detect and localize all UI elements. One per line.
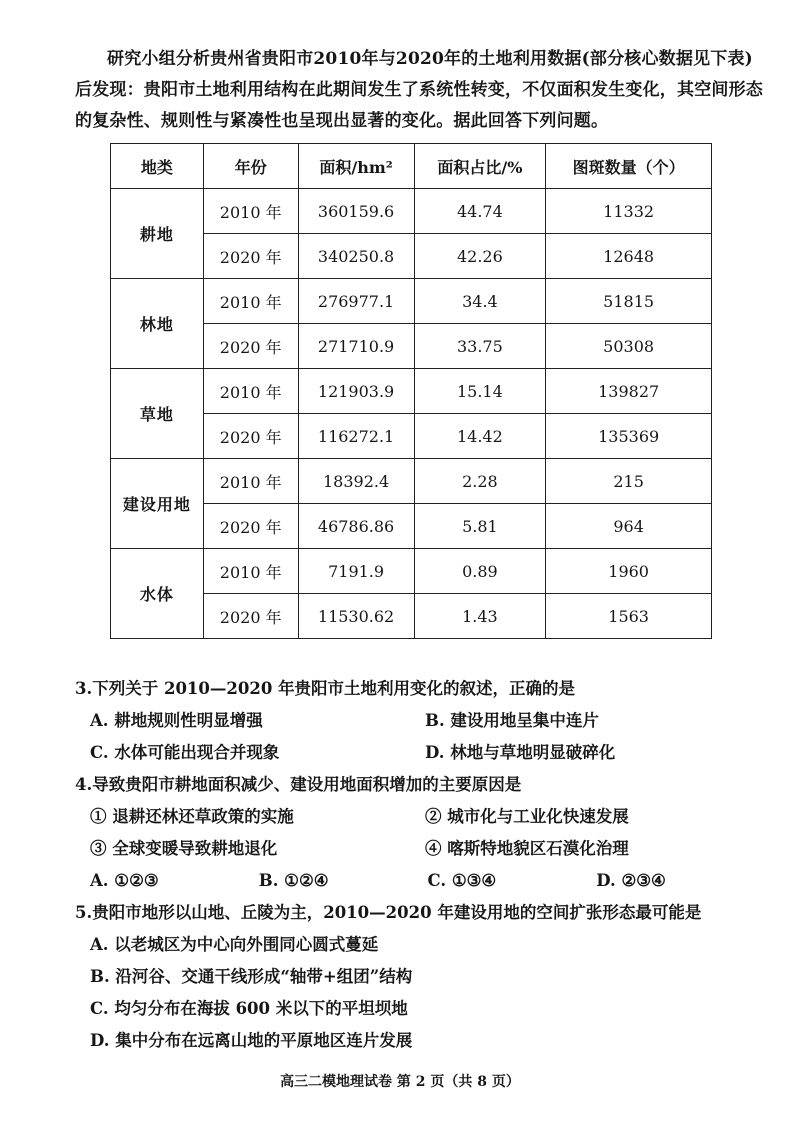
- category-cell: 水体: [111, 549, 204, 639]
- header-area: 面积/hm²: [298, 144, 414, 189]
- table-row: [111, 279, 712, 324]
- question-stem: 4.导致贵阳市耕地面积减少、建设用地面积增加的主要原因是: [75, 775, 522, 794]
- ratio-cell: 44.74: [414, 189, 546, 234]
- header-patch-count: 图斑数量（个）: [546, 144, 712, 189]
- option-c: C. 水体可能出现合并现象: [90, 743, 280, 762]
- count-cell: 964: [546, 504, 712, 549]
- page-footer: 高三二模地理试卷 第 2 页（共 8 页）: [280, 1074, 520, 1090]
- count-cell: 1563: [546, 594, 712, 639]
- count-cell: 51815: [546, 279, 712, 324]
- ratio-cell: 14.42: [414, 414, 546, 459]
- count-cell: 11332: [546, 189, 712, 234]
- year-cell: 2010 年: [203, 549, 298, 594]
- year-cell: 2010 年: [203, 189, 298, 234]
- year-cell: 2020 年: [203, 234, 298, 279]
- table-header-row: [111, 144, 712, 189]
- area-cell: 360159.6: [298, 189, 414, 234]
- area-cell: 116272.1: [298, 414, 414, 459]
- header-land-type: 地类: [111, 144, 204, 189]
- option-d: D. ②③④: [596, 871, 666, 890]
- year-cell: 2020 年: [203, 324, 298, 369]
- intro-text: 研究小组分析贵州省贵阳市2010年与2020年的土地利用数据(部分核心数据见下表)后发现：贵阳市土地利用结构在此期间发生了系统性转变，不仅面积发生变化，其空间形态的复杂性、规则性与紧凑性也呈现出显著的变化。据此回答下列问题。: [75, 49, 763, 131]
- option-a: A. 以老城区为中心向外围同心圆式蔓延: [90, 935, 379, 954]
- table-row: [111, 549, 712, 594]
- ratio-cell: 15.14: [414, 369, 546, 414]
- intro-passage: [75, 44, 765, 137]
- year-cell: 2020 年: [203, 504, 298, 549]
- land-use-table: [110, 143, 712, 639]
- area-cell: 7191.9: [298, 549, 414, 594]
- option-c: C. 均匀分布在海拔 600 米以下的平坦坝地: [90, 999, 408, 1018]
- area-cell: 11530.62: [298, 594, 414, 639]
- question-4: [75, 769, 765, 897]
- year-cell: 2010 年: [203, 279, 298, 324]
- area-cell: 46786.86: [298, 504, 414, 549]
- statement-4: ④ 喀斯特地貌区石漠化治理: [425, 839, 629, 858]
- category-cell: 林地: [111, 279, 204, 369]
- statement-1: ① 退耕还林还草政策的实施: [90, 807, 294, 826]
- option-d: D. 林地与草地明显破碎化: [425, 743, 616, 762]
- ratio-cell: 33.75: [414, 324, 546, 369]
- option-a: A. ①②③: [90, 871, 159, 890]
- category-cell: 耕地: [111, 189, 204, 279]
- question-3: [75, 673, 765, 769]
- ratio-cell: 5.81: [414, 504, 546, 549]
- statement-3: ③ 全球变暖导致耕地退化: [90, 839, 278, 858]
- area-cell: 121903.9: [298, 369, 414, 414]
- ratio-cell: 42.26: [414, 234, 546, 279]
- category-cell: 草地: [111, 369, 204, 459]
- option-b: B. 建设用地呈集中连片: [425, 711, 599, 730]
- area-cell: 271710.9: [298, 324, 414, 369]
- option-c: C. ①③④: [427, 871, 497, 890]
- ratio-cell: 2.28: [414, 459, 546, 504]
- table-row: [111, 189, 712, 234]
- category-cell: 建设用地: [111, 459, 204, 549]
- count-cell: 50308: [546, 324, 712, 369]
- ratio-cell: 1.43: [414, 594, 546, 639]
- question-stem: 3.下列关于 2010—2020 年贵阳市土地利用变化的叙述，正确的是: [75, 679, 576, 698]
- header-year: 年份: [203, 144, 298, 189]
- table-row: [111, 369, 712, 414]
- option-d: D. 集中分布在远离山地的平原地区连片发展: [90, 1031, 413, 1050]
- area-cell: 18392.4: [298, 459, 414, 504]
- count-cell: 135369: [546, 414, 712, 459]
- ratio-cell: 34.4: [414, 279, 546, 324]
- questions-section: [75, 673, 765, 1057]
- question-stem: 5.贵阳市地形以山地、丘陵为主，2010—2020 年建设用地的空间扩张形态最可能是: [75, 903, 702, 922]
- year-cell: 2020 年: [203, 594, 298, 639]
- area-cell: 276977.1: [298, 279, 414, 324]
- option-b: B. ①②④: [258, 871, 329, 890]
- table-row: [111, 459, 712, 504]
- header-area-ratio: 面积占比/%: [414, 144, 546, 189]
- year-cell: 2020 年: [203, 414, 298, 459]
- question-5: [75, 897, 765, 1057]
- statement-2: ② 城市化与工业化快速发展: [425, 807, 629, 826]
- area-cell: 340250.8: [298, 234, 414, 279]
- year-cell: 2010 年: [203, 459, 298, 504]
- year-cell: 2010 年: [203, 369, 298, 414]
- option-b: B. 沿河谷、交通干线形成“轴带+组团”结构: [90, 967, 413, 986]
- ratio-cell: 0.89: [414, 549, 546, 594]
- count-cell: 215: [546, 459, 712, 504]
- count-cell: 139827: [546, 369, 712, 414]
- count-cell: 1960: [546, 549, 712, 594]
- option-a: A. 耕地规则性明显增强: [90, 711, 263, 730]
- count-cell: 12648: [546, 234, 712, 279]
